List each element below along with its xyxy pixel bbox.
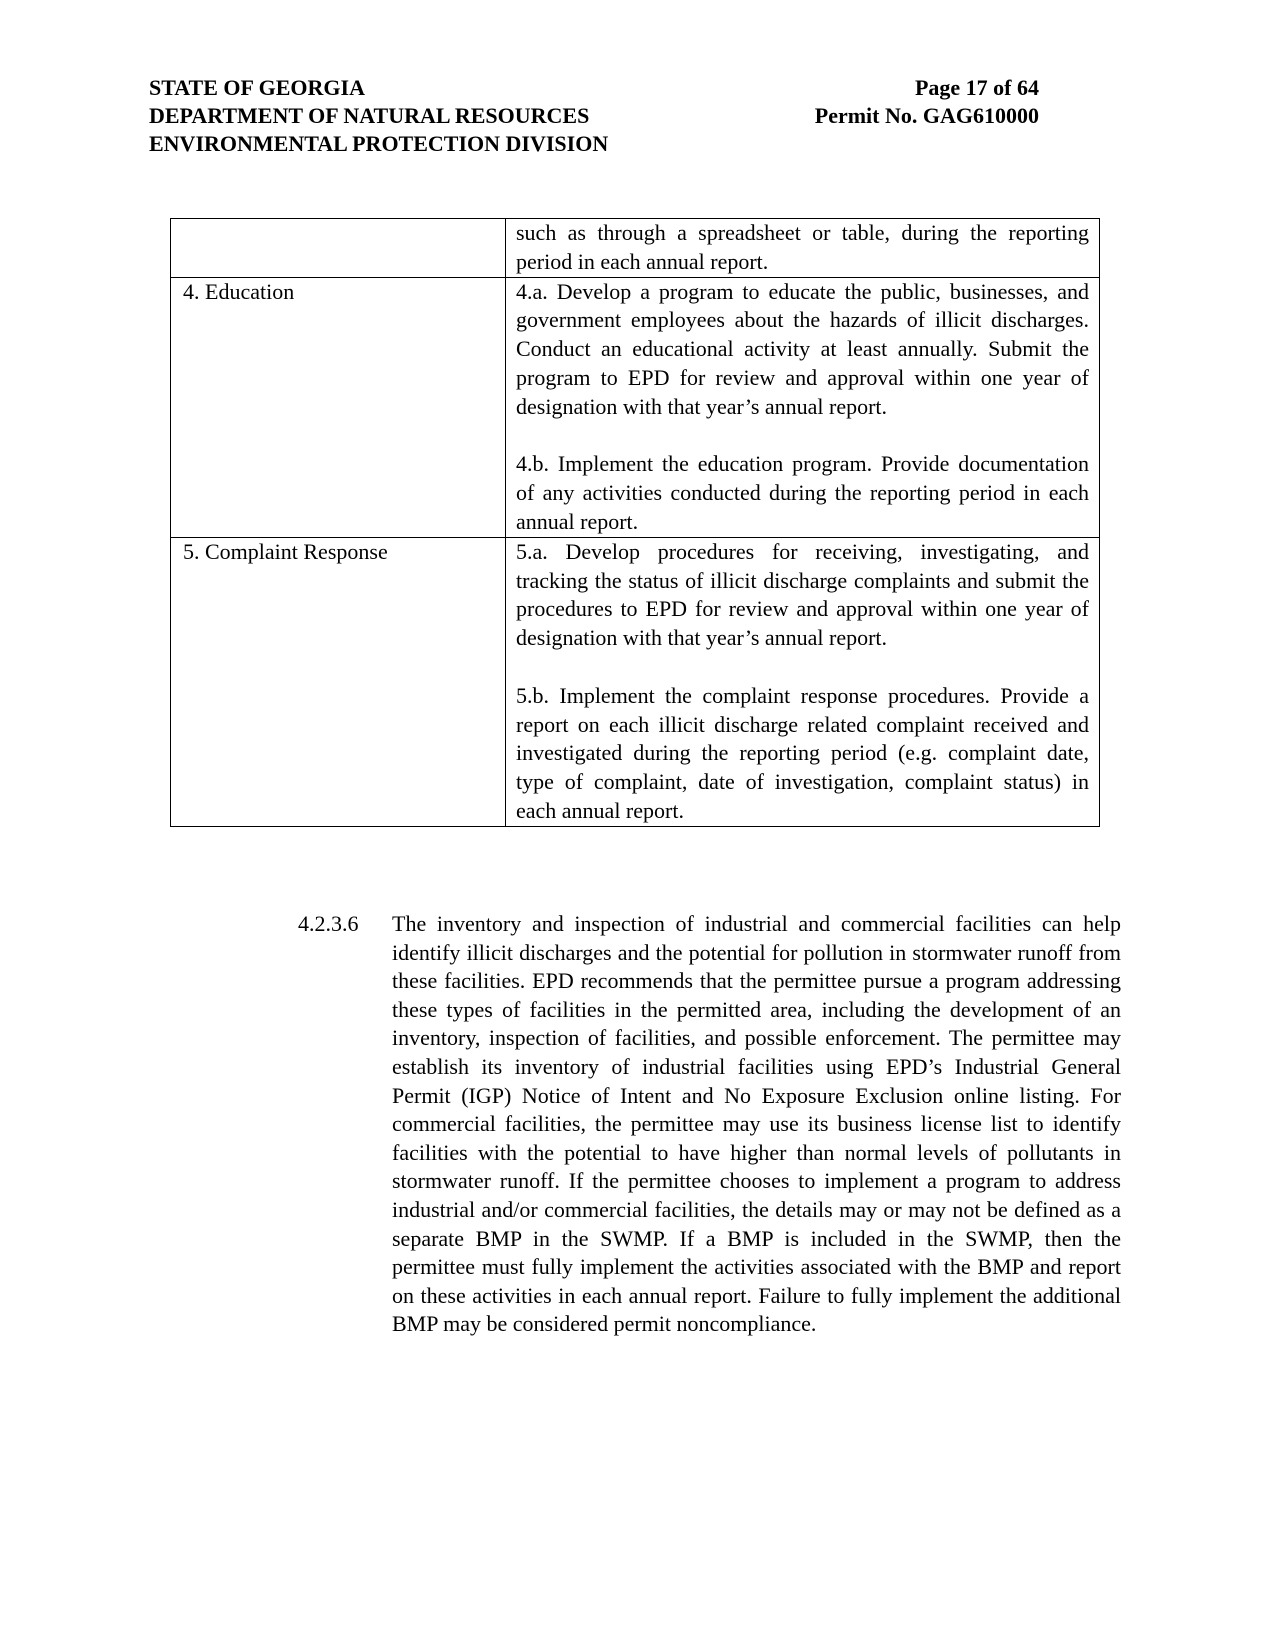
bmp-description-cell [506, 277, 1100, 537]
bmp-name-cell: 5. Complaint Response [171, 537, 506, 826]
bmp-paragraph: 4.b. Implement the education program. Provide documentation of any activities conducted during the reporting period in each annual report. [516, 451, 1089, 534]
table-row [171, 219, 1100, 278]
section-body: The inventory and inspection of industrial and commercial facilities can help identify illicit discharges and the potential for pollution in stormwater runoff from these facilities. EPD recommends that the permittee pursue a program addressing these types of facilities in the permitted area, including the development of an inventory, inspection of facilities, and possible enforcement. The permittee may establish its inventory of industrial facilities using EPD’s Industrial General Permit (IGP) Notice of Intent and No Exposure Exclusion online listing. For commercial facilities, the permittee may use its business license list to identify facilities with the potential to have higher than normal levels of pollutants in stormwater runoff. If the permittee chooses to implement a program to address industrial and/or commercial facilities, the details may or may not be defined as a separate BMP in the SWMP. If a BMP is included in the SWMP, then the permittee must fully implement the activities associated with the BMP and report on these activities in each annual report. Failure to fully implement the additional BMP may be considered permit noncompliance. [392, 911, 1121, 1337]
bmp-table [170, 218, 1100, 827]
bmp-name-cell [171, 219, 506, 278]
bmp-paragraph: 5.a. Develop procedures for receiving, investigating, and tracking the status of illicit discharge complaints and submit the procedures to EPD for review and approval within one year of designation with that year’s annual report. [516, 538, 1089, 651]
agency-state: STATE OF GEORGIA [149, 75, 365, 100]
table-row [171, 537, 1100, 826]
table-row [171, 277, 1100, 537]
bmp-description-cell [506, 537, 1100, 826]
bmp-description-cell [506, 219, 1100, 278]
agency-department: DEPARTMENT OF NATURAL RESOURCES [149, 103, 590, 128]
agency-block [149, 74, 749, 158]
permit-number: Permit No. GAG610000 [814, 103, 1039, 128]
page-number: Page 17 of 64 [914, 75, 1039, 100]
bmp-paragraph: 4.a. Develop a program to educate the public, businesses, and government employees about the hazards of illicit discharges. Conduct an educational activity at least annually. Submit the program to EPD for review and approval within one year of designation with that year’s annual report. [516, 278, 1089, 419]
bmp-paragraph: 5.b. Implement the complaint response procedures. Provide a report on each illicit discharge related complaint received and investigated during the reporting period (e.g. complaint date, type of complaint, date of investigation, complaint status) in each annual report. [516, 682, 1089, 823]
section-number: 4.2.3.6 [298, 911, 359, 936]
bmp-paragraph: such as through a spreadsheet or table, during the reporting period in each annual report. [516, 220, 1089, 274]
agency-division: ENVIRONMENTAL PROTECTION DIVISION [149, 131, 609, 156]
permit-block [789, 74, 1039, 130]
bmp-name-cell: 4. Education [171, 277, 506, 537]
